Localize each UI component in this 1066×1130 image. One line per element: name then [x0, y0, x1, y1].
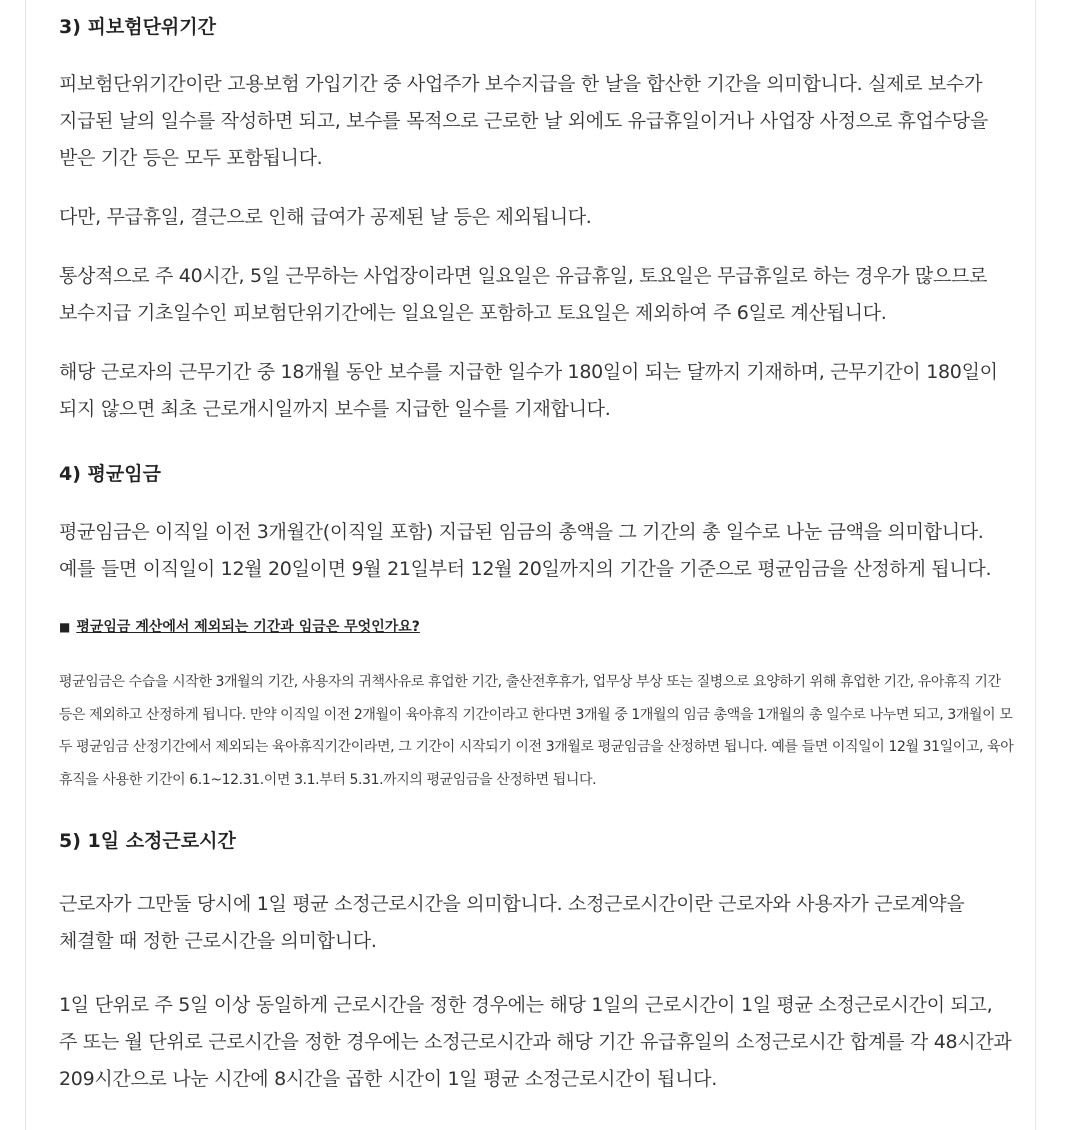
faq-answer-paragraph: 평균임금은 수습을 시작한 3개월의 기간, 사용자의 귀책사유로 휴업한 기간, 출산전후휴가, 업무상 부상 또는 질병으로 요양하기 위해 휴업한 기간, 유아휴직 기간 등은 제외하고 산정하게 됩니다. 만약 이직일 이전 2개월이 육아휴직 기간이라고 한다면 3개월 중 1개월의 임금 총액을 1개월의 총 일수로 나누면 되고, 3개월이 모두 평균임금 산정기간에서 제외되는 육아휴직기간이라면, 그 기간이 시작되기 이전 3개월로 평균임금을 산정하면 됩니다. 예를 들면 이직일이 12월 31일이고, 육아휴직을 사용한 기간이 6.1~12.31.이면 3.1.부터 5.31.까지의 평균임금을 산정하면 됩니다.: [59, 674, 1014, 788]
faq-subheading-text: 평균임금 계산에서 제외되는 기간과 임금은 무엇인가요?: [76, 619, 420, 635]
article-container: [25, 0, 1036, 1130]
section-4-paragraph-1: 평균임금은 이직일 이전 3개월간(이직일 포함) 지급된 임금의 총액을 그 기간의 총 일수로 나눈 금액을 의미합니다. 예를 들면 이직일이 12월 20일이면 9월 21일부터 12월 20일까지의 기간을 기준으로 평균임금을 산정하게 됩니다.: [59, 521, 992, 580]
section-3-paragraph-2: 다만, 무급휴일, 결근으로 인해 급여가 공제된 날 등은 제외됩니다.: [59, 206, 592, 228]
section-3-paragraph-4: 해당 근로자의 근무기간 중 18개월 동안 보수를 지급한 일수가 180일이 되는 달까지 기재하며, 근무기간이 180일이 되지 않으면 최초 근로개시일까지 보수를 지급한 일수를 기재합니다.: [59, 361, 998, 420]
section-3-heading: 3) 피보험단위기간: [59, 16, 216, 38]
section-3-paragraph-1: 피보험단위기간이란 고용보험 가입기간 중 사업주가 보수지급을 한 날을 합산한 기간을 의미합니다. 실제로 보수가 지급된 날의 일수를 작성하면 되고, 보수를 목적으로 근로한 날 외에도 유급휴일이거나 사업장 사정으로 휴업수당을 받은 기간 등은 모두 포함됩니다.: [59, 73, 988, 169]
square-bullet-icon: ■: [59, 620, 71, 634]
section-5-paragraph-2: 1일 단위로 주 5일 이상 동일하게 근로시간을 정한 경우에는 해당 1일의 근로시간이 1일 평균 소정근로시간이 되고, 주 또는 월 단위로 근로시간을 정한 경우에는 소정근로시간과 해당 기간 유급휴일의 소정근로시간 합계를 각 48시간과 209시간으로 나눈 시간에 8시간을 곱한 시간이 1일 평균 소정근로시간이 됩니다.: [59, 994, 1012, 1090]
section-5-paragraph-1: 근로자가 그만둘 당시에 1일 평균 소정근로시간을 의미합니다. 소정근로시간이란 근로자와 사용자가 근로계약을 체결할 때 정한 근로시간을 의미합니다.: [59, 893, 965, 952]
section-5-heading: 5) 1일 소정근로시간: [59, 830, 236, 852]
section-4-heading: 4) 평균임금: [59, 463, 161, 485]
faq-subheading: [59, 617, 420, 637]
section-3-paragraph-3: 통상적으로 주 40시간, 5일 근무하는 사업장이라면 일요일은 유급휴일, 토요일은 무급휴일로 하는 경우가 많으므로 보수지급 기초일수인 피보험단위기간에는 일요일은 포함하고 토요일은 제외하여 주 6일로 계산됩니다.: [59, 265, 988, 324]
